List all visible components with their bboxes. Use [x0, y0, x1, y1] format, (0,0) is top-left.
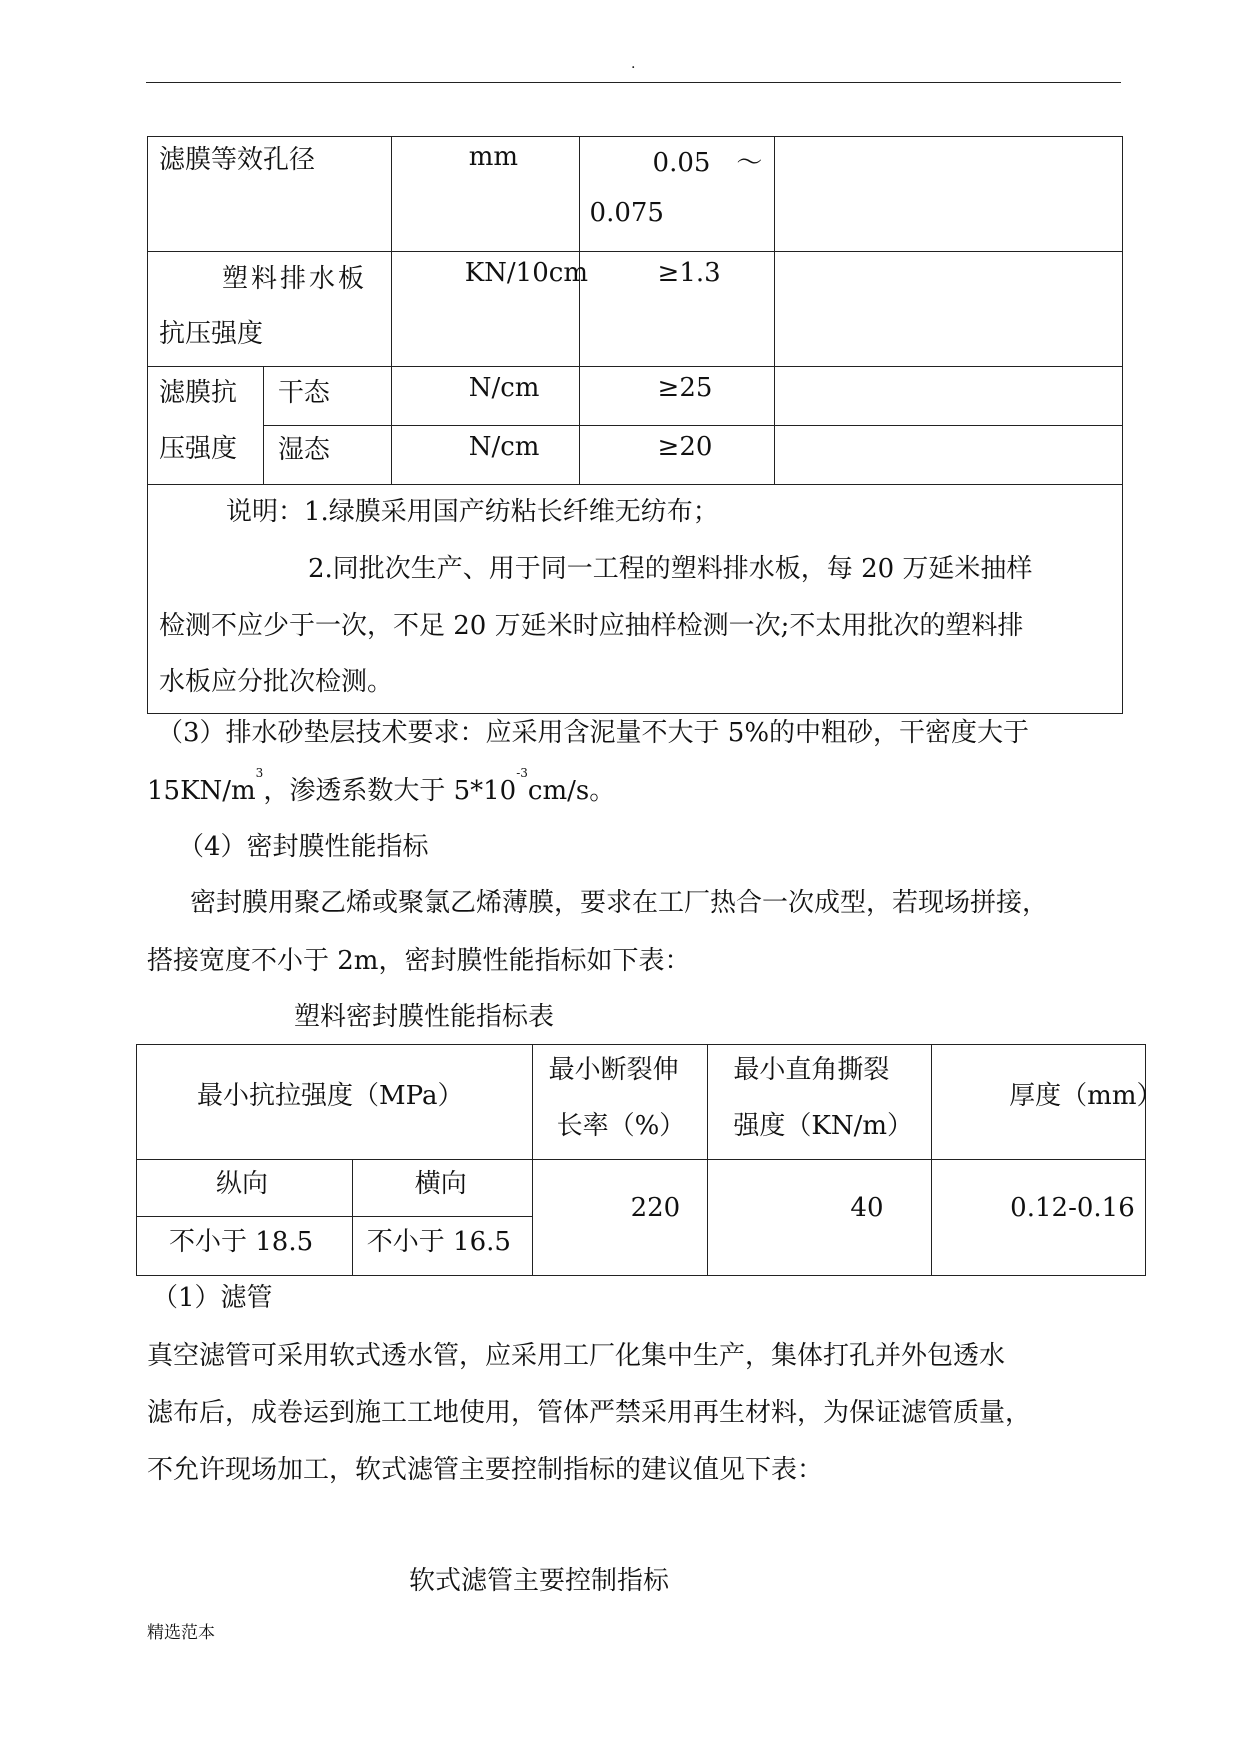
- row-membrane-dry-unit: N/cm: [391, 367, 579, 426]
- table3-title: 软式滤管主要控制指标: [409, 1566, 670, 1596]
- table-remark: 说明：1.绿膜采用国产纺粘长纤维无纺布； 2.同批次生产、用于同一工程的塑料排水板，每 20 万延米抽样 检测不应少于一次，不足 20 万延米时应抽样检测一次;不太用批次的塑料排 水板应分批次检测。: [148, 485, 1123, 714]
- th-thickness: 厚度（mm）: [932, 1045, 1146, 1160]
- filter-pipe-paragraph: 真空滤管可采用软式透水管，应采用工厂化集中生产，集体打孔并外包透水: [147, 1341, 1006, 1371]
- th-tear-strength: 最小直角撕裂 强度（KN/m）: [708, 1045, 932, 1160]
- sealing-membrane-table: [136, 1044, 1163, 1276]
- td-tear-value: 40: [708, 1160, 932, 1276]
- filter-spec-table: [147, 136, 1123, 714]
- header-rule: [146, 82, 1121, 83]
- row-membrane-wet-label: 湿态: [263, 426, 391, 485]
- th-tensile-strength: 最小抗拉强度（MPa）: [137, 1045, 533, 1160]
- row-membrane-dry-label: 干态: [263, 367, 391, 426]
- row-board-strength-unit: KN/10cm: [391, 252, 579, 367]
- footer-text: 精选范本: [147, 1623, 215, 1643]
- row-board-strength-name: 塑料排水板 抗压强度: [148, 252, 392, 367]
- section-title-sealing-membrane: （4）密封膜性能指标: [178, 832, 429, 862]
- filter-pipe-paragraph-cont2: 不允许现场加工，软式滤管主要控制指标的建议值见下表：: [147, 1455, 824, 1485]
- td-elongation-value: 220: [532, 1160, 708, 1276]
- header-mark: .: [631, 56, 636, 72]
- row-membrane-wet-unit: N/cm: [391, 426, 579, 485]
- th-longitudinal: 纵向: [137, 1160, 353, 1217]
- row-board-strength-value: ≥1.3: [579, 252, 775, 367]
- row-pore-size-name: 滤膜等效孔径: [148, 137, 392, 252]
- row-membrane-wet-value: ≥20: [579, 426, 775, 485]
- row-membrane-strength-group: 滤膜抗 压强度: [148, 367, 264, 485]
- th-elongation: 最小断裂伸 长率（%）: [532, 1045, 708, 1160]
- row-membrane-dry-value: ≥25: [579, 367, 775, 426]
- row-pore-size-note: [775, 137, 1123, 252]
- sealing-membrane-paragraph-cont: 搭接宽度不小于 2m，密封膜性能指标如下表：: [147, 946, 691, 976]
- sand-cushion-requirement: （3）排水砂垫层技术要求：应采用含泥量不大于 5%的中粗砂，干密度大于: [157, 718, 1030, 748]
- row-pore-size-unit: mm: [391, 137, 579, 252]
- th-transverse: 横向: [352, 1160, 532, 1217]
- row-membrane-wet-note: [775, 426, 1123, 485]
- sand-cushion-requirement-cont: $15KN/m^3$，渗透系数大于 $5*10^{-3}cm/s$。: [147, 766, 616, 806]
- row-board-strength-note: [775, 252, 1123, 367]
- row-pore-size-value: 0.05 ～ 0.075: [579, 137, 775, 252]
- td-longitudinal-value: 不小于 18.5: [137, 1217, 353, 1276]
- section-title-filter-pipe: （1）滤管: [152, 1283, 273, 1313]
- sealing-membrane-paragraph: 密封膜用聚乙烯或聚氯乙烯薄膜，要求在工厂热合一次成型，若现场拼接，: [190, 888, 1049, 918]
- row-membrane-dry-note: [775, 367, 1123, 426]
- table2-title: 塑料密封膜性能指标表: [294, 1002, 555, 1032]
- td-thickness-value: 0.12-0.16: [932, 1160, 1146, 1276]
- td-transverse-value: 不小于 16.5: [352, 1217, 532, 1276]
- filter-pipe-paragraph-cont1: 滤布后，成卷运到施工工地使用，管体严禁采用再生材料，为保证滤管质量，: [147, 1398, 1032, 1428]
